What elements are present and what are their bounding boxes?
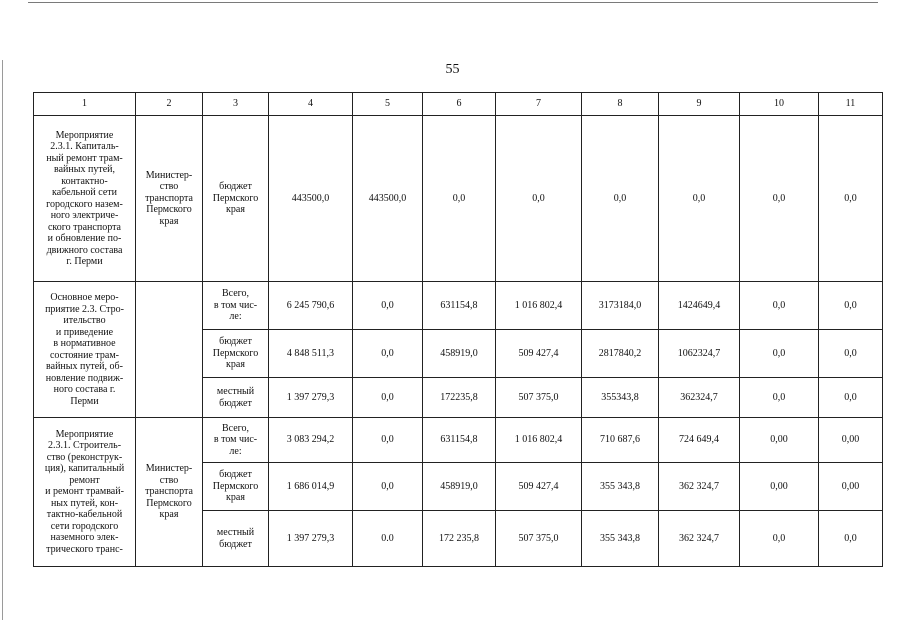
value-cell: 0,0 — [496, 116, 582, 282]
column-header: 1 — [34, 93, 136, 116]
value-cell: 0,0 — [353, 282, 423, 330]
value-cell: 0,00 — [819, 463, 883, 511]
value-cell: 631154,8 — [423, 418, 496, 463]
value-cell: 1 397 279,3 — [269, 511, 353, 567]
value-cell: 1 016 802,4 — [496, 418, 582, 463]
value-cell: 0,0 — [740, 378, 819, 418]
value-cell: 0,0 — [740, 330, 819, 378]
responsible-executor — [136, 282, 203, 418]
column-header: 7 — [496, 93, 582, 116]
activity-description: Основное меро- приятие 2.3. Стро- ительство и приведение в нормативное состояние трам- вайных путей, об- новление подвиж- ного состава г. Перми — [34, 282, 136, 418]
value-cell: 0,0 — [353, 463, 423, 511]
value-cell: 2817840,2 — [582, 330, 659, 378]
value-cell: 0,00 — [819, 418, 883, 463]
value-cell: 0,0 — [353, 418, 423, 463]
value-cell: 3173184,0 — [582, 282, 659, 330]
value-cell: 0,0 — [819, 330, 883, 378]
column-header: 8 — [582, 93, 659, 116]
value-cell: 631154,8 — [423, 282, 496, 330]
column-header: 9 — [659, 93, 740, 116]
value-cell: 0,0 — [582, 116, 659, 282]
funding-source: бюджет Пермского края — [203, 330, 269, 378]
value-cell: 1 686 014,9 — [269, 463, 353, 511]
activity-description: Мероприятие 2.3.1. Строитель- ство (реконструк- ция), капитальный ремонт и ремонт трамвай- ных путей, кон- тактно-кабельной сети городского наземного элек- трического транс- — [34, 418, 136, 567]
value-cell: 0,00 — [740, 418, 819, 463]
column-header: 5 — [353, 93, 423, 116]
funding-source: местный бюджет — [203, 378, 269, 418]
value-cell: 355343,8 — [582, 378, 659, 418]
responsible-executor: Министер- ство транспорта Пермского края — [136, 116, 203, 282]
value-cell: 507 375,0 — [496, 511, 582, 567]
value-cell: 172235,8 — [423, 378, 496, 418]
value-cell: 724 649,4 — [659, 418, 740, 463]
top-edge-rule — [28, 2, 878, 3]
column-header: 3 — [203, 93, 269, 116]
column-header: 11 — [819, 93, 883, 116]
funding-source: Всего, в том чис- ле: — [203, 282, 269, 330]
value-cell: 443500,0 — [353, 116, 423, 282]
value-cell: 4 848 511,3 — [269, 330, 353, 378]
table-row — [34, 116, 883, 282]
value-cell: 443500,0 — [269, 116, 353, 282]
value-cell: 509 427,4 — [496, 330, 582, 378]
value-cell: 1 397 279,3 — [269, 378, 353, 418]
header-row — [34, 93, 883, 116]
value-cell: 362 324,7 — [659, 463, 740, 511]
value-cell: 1424649,4 — [659, 282, 740, 330]
value-cell: 0,0 — [819, 378, 883, 418]
funding-source: Всего, в том чис- ле: — [203, 418, 269, 463]
scan-edge-rule — [2, 60, 3, 620]
value-cell: 0,00 — [740, 463, 819, 511]
value-cell: 0,0 — [353, 378, 423, 418]
value-cell: 1062324,7 — [659, 330, 740, 378]
value-cell: 362324,7 — [659, 378, 740, 418]
value-cell: 507 375,0 — [496, 378, 582, 418]
value-cell: 509 427,4 — [496, 463, 582, 511]
funding-source: бюджет Пермского края — [203, 463, 269, 511]
value-cell: 172 235,8 — [423, 511, 496, 567]
column-header: 6 — [423, 93, 496, 116]
activity-description: Мероприятие 2.3.1. Капиталь- ный ремонт трам- вайных путей, контактно- кабельной сети городского назем- ного электриче- ского транспорта и обновление по- движного состава г. Перми — [34, 116, 136, 282]
value-cell: 0,0 — [423, 116, 496, 282]
value-cell: 355 343,8 — [582, 463, 659, 511]
value-cell: 0.0 — [353, 511, 423, 567]
funding-source: бюджет Пермского края — [203, 116, 269, 282]
value-cell: 0,0 — [819, 511, 883, 567]
value-cell: 1 016 802,4 — [496, 282, 582, 330]
value-cell: 0,0 — [740, 511, 819, 567]
value-cell: 6 245 790,6 — [269, 282, 353, 330]
value-cell: 0,0 — [659, 116, 740, 282]
table-row — [34, 282, 883, 330]
column-header: 2 — [136, 93, 203, 116]
value-cell: 0,0 — [819, 116, 883, 282]
value-cell: 458919,0 — [423, 463, 496, 511]
responsible-executor: Министер- ство транспорта Пермского края — [136, 418, 203, 567]
value-cell: 458919,0 — [423, 330, 496, 378]
column-header: 4 — [269, 93, 353, 116]
value-cell: 0,0 — [740, 116, 819, 282]
value-cell: 3 083 294,2 — [269, 418, 353, 463]
budget-table — [33, 92, 883, 567]
value-cell: 0,0 — [353, 330, 423, 378]
value-cell: 355 343,8 — [582, 511, 659, 567]
value-cell: 0,0 — [819, 282, 883, 330]
funding-source: местный бюджет — [203, 511, 269, 567]
value-cell: 0,0 — [740, 282, 819, 330]
value-cell: 362 324,7 — [659, 511, 740, 567]
page-number: 55 — [445, 62, 460, 77]
table-row — [34, 418, 883, 463]
value-cell: 710 687,6 — [582, 418, 659, 463]
column-header: 10 — [740, 93, 819, 116]
